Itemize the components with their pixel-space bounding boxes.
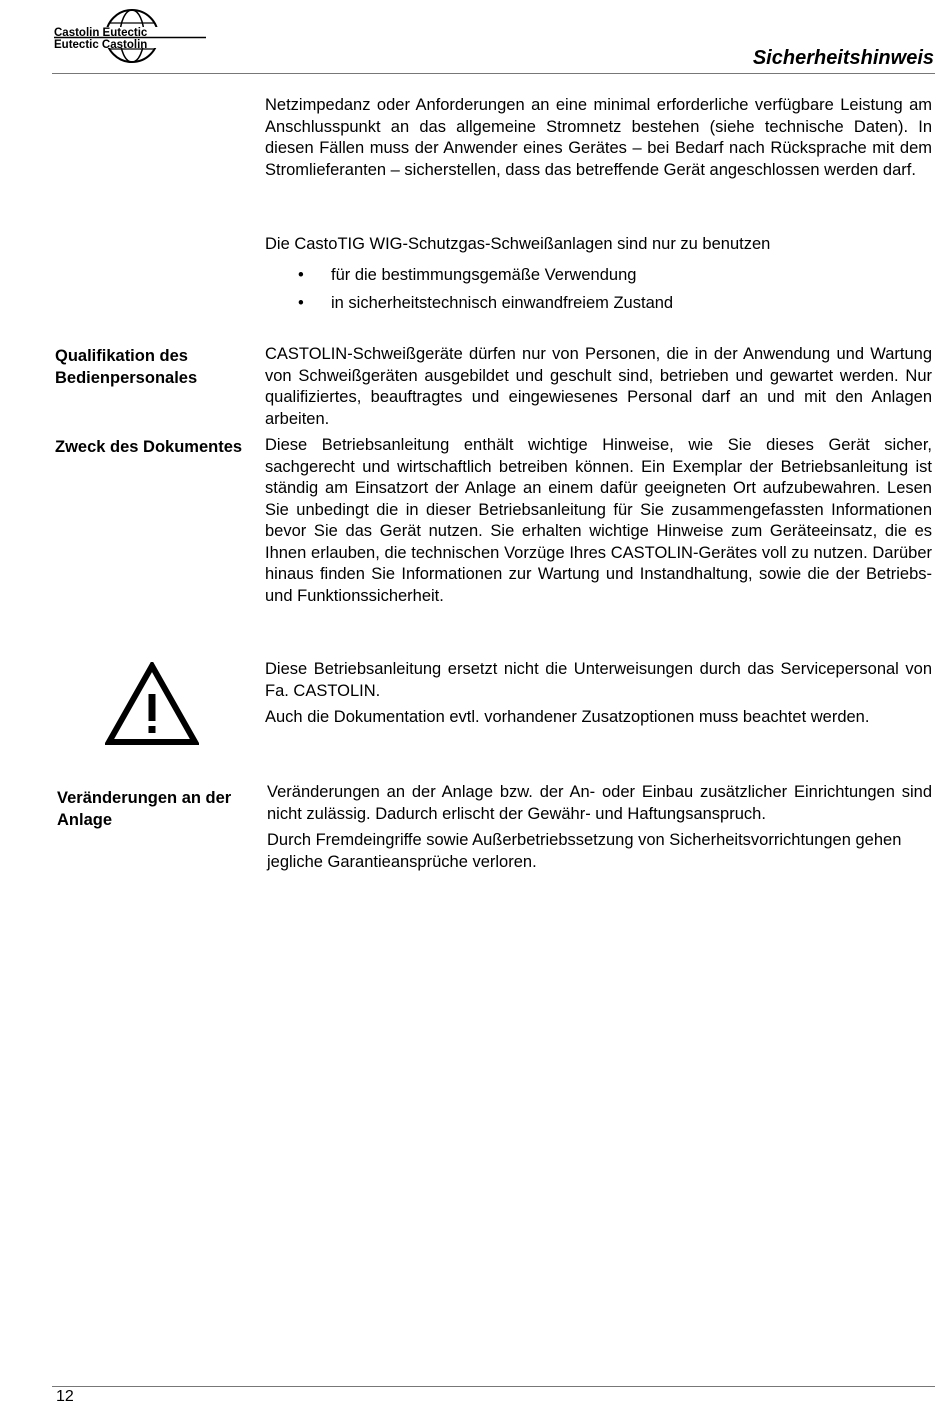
usage-bullet-list	[265, 261, 932, 317]
bullet-icon: •	[298, 293, 304, 312]
warning-text-2: Auch die Dokumentation evtl. vorhandener Zusatzoptionen muss beachtet werden.	[265, 708, 870, 726]
list-item: • in sicherheitstechnisch einwandfreiem Zustand	[265, 289, 932, 317]
warning-triangle-icon	[105, 662, 199, 746]
usage-lead: Die CastoTIG WIG-Schutzgas-Schweißanlagen sind nur zu benutzen	[265, 235, 771, 253]
changes-heading: Veränderungen an der Anlage	[57, 789, 232, 829]
logo-line-2: Eutectic Castolin	[54, 39, 148, 51]
qualification-section	[265, 344, 932, 435]
changes-section	[267, 782, 932, 878]
intro-section	[265, 95, 932, 186]
usage-section	[265, 234, 932, 317]
purpose-section	[265, 435, 932, 612]
logo-line-1: Castolin Eutectic	[54, 27, 148, 39]
qualification-heading: Qualifikation des Bedienpersonales	[55, 347, 198, 387]
purpose-text: Diese Betriebsanleitung enthält wichtige Hinweise, wie Sie dieses Gerät sicher, sachgerecht und wirtschaftlich betreiben können. Ein Exemplar der Betriebsanleitung ist ständig am Einsatzort der Anlage an einem dafür geeigneten Ort aufzubewahren. Lesen Sie unbedingt die in dieser Betriebsanleitung für Sie zusammengefassten Informationen bevor Sie das Gerät nutzen. Sie erhalten wichtige Hinweise zum Geräteeinsatz, die es Ihnen erlauben, die technischen Vorzüge Ihres CASTOLIN-Gerätes voll zu nutzen. Darüber hinaus finden Sie Informationen zur Wartung und Instandhaltung, sowie die der Betriebs- und Funktionssicherheit.	[265, 436, 932, 605]
list-item: • für die bestimmungsgemäße Verwendung	[265, 261, 932, 289]
bullet-icon: •	[298, 265, 304, 284]
footer-divider	[52, 1386, 935, 1387]
changes-text-1: Veränderungen an der Anlage bzw. der An- oder Einbau zusätzlicher Einrichtungen sind nicht zulässig. Dadurch erlischt der Gewähr- und Haftungsanspruch.	[267, 783, 932, 823]
warning-text-1: Diese Betriebsanleitung ersetzt nicht die Unterweisungen durch das Servicepersonal von Fa. CASTOLIN.	[265, 660, 932, 700]
header-divider	[52, 73, 935, 74]
purpose-heading: Zweck des Dokumentes	[55, 438, 243, 456]
warning-section	[265, 659, 932, 734]
qualification-text: CASTOLIN-Schweißgeräte dürfen nur von Personen, die in der Anwendung und Wartung von Schweißgeräten ausgebildet und geschult sind, betrieben und gewartet werden. Nur qualifiziertes, beauftragtes und eingewiesenes Personal darf an und mit den Anlagen arbeiten.	[265, 345, 932, 428]
intro-paragraph: Netzimpedanz oder Anforderungen an eine minimal erforderliche verfügbare Leistung am Anschlusspunkt an das allgemeine Stromnetz bestehen (siehe technische Daten). In diesen Fällen muss der Anwender eines Gerätes – bei Bedarf nach Rücksprache mit dem Stromlieferanten – sicherstellen, dass das betreffende Gerät angeschlossen werden darf.	[265, 96, 932, 179]
page-title: Sicherheitshinweis	[752, 47, 934, 69]
company-logo	[52, 8, 212, 64]
changes-text-2: Durch Fremdeingriffe sowie Außerbetriebssetzung von Sicherheitsvorrichtungen gehen jegliche Garantieansprüche verloren.	[267, 831, 902, 871]
page-number: 12	[56, 1388, 74, 1405]
